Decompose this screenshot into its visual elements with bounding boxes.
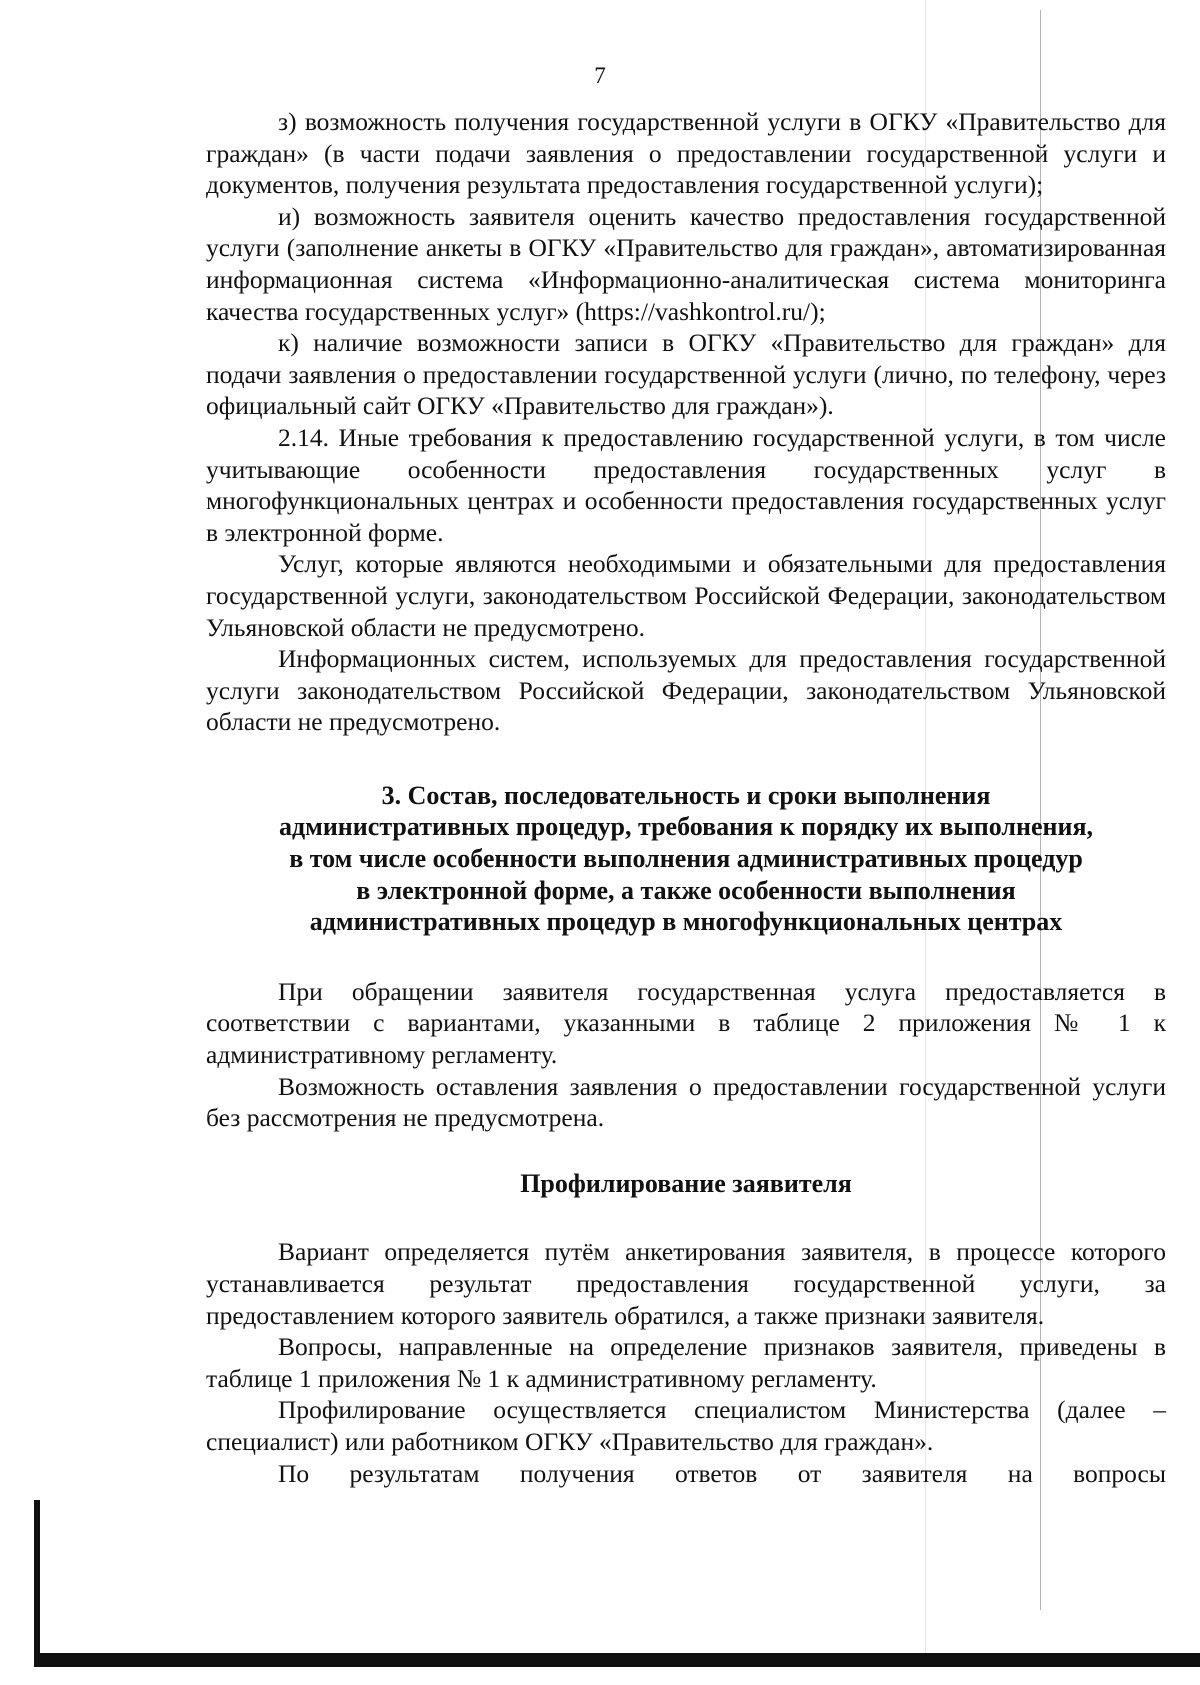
paragraph-variants: При обращении заявителя государственная услуга предоставляется в соответствии с вариантами, указанными в таблице 2 приложения № 1 к административному регламенту. — [206, 976, 1166, 1070]
section-heading-line: 3. Состав, последовательность и сроки выполнения — [381, 780, 991, 810]
paragraph-questions: Вопросы, направленные на определение признаков заявителя, приведены в таблице 1 приложения № 1 к административному регламенту. — [206, 1332, 1166, 1393]
section-heading-line: в электронной форме, а также особенности выполнения — [356, 875, 1016, 905]
page-number: 7 — [594, 63, 606, 88]
section-heading-line: административных процедур, требования к порядку их выполнения, — [278, 812, 1094, 842]
section-heading-line: административных процедур в многофункциональных центрах — [309, 907, 1063, 937]
paragraph-no-rejection: Возможность оставления заявления о предоставлении государственной услуги без рассмотрения не предусмотрена. — [206, 1071, 1166, 1133]
section-heading-line: в том числе особенности выполнения административных процедур — [289, 844, 1083, 874]
paragraph-item-k: к) наличие возможности записи в ОГКУ «Правительство для граждан» для подачи заявления о предоставлении государственной услуги (лично, по телефону, через официальный сайт ОГКУ «Правительство для граждан»). — [206, 328, 1166, 421]
paragraph-item-i: и) возможность заявителя оценить качество предоставления государственной услуги (заполнение анкеты в ОГКУ «Правительство для граждан», автоматизированная информационная система «Информационно-аналитическая система мониторинга качества государственных услуг» (https://vashkontrol.ru/); — [206, 201, 1166, 326]
paragraph-required-services: Услуг, которые являются необходимыми и обязательными для предоставления государственной услуги, законодательством Российской Федерации, законодательством Ульяновской области не предусмотрено. — [206, 549, 1166, 642]
scan-border-left — [34, 1500, 40, 1667]
paragraph-information-systems: Информационных систем, используемых для предоставления государственной услуги законодательством Российской Федерации, законодательством Ульяновской области не предусмотрено. — [206, 644, 1166, 737]
paragraph-variant-defined: Вариант определяется путём анкетирования заявителя, в процессе которого устанавливается результат предоставления государственной услуги, за предоставлением которого заявитель обратился, а также признаки заявителя. — [206, 1237, 1166, 1330]
paragraph-item-z: з) возможность получения государственной услуги в ОГКУ «Правительство для граждан» (в части подачи заявления о предоставлении государственной услуги и документов, получения результата предоставления государственной услуги); — [206, 107, 1166, 200]
subheading-profiling: Профилирование заявителя — [520, 1168, 852, 1198]
document-body — [206, 106, 1166, 1489]
paragraph-profiling-done-by: Профилирование осуществляется специалистом Министерства (далее – специалист) или работником ОГКУ «Правительство для граждан». — [206, 1395, 1166, 1456]
paragraph-2-14: 2.14. Иные требования к предоставлению государственной услуги, в том числе учитывающие особенности предоставления государственных услуг в многофункциональных центрах и особенности предоставления государственных услуг в электронной форме. — [206, 422, 1166, 547]
paragraph-results: По результатам получения ответов от заявителя на вопросы — [278, 1458, 1166, 1488]
section-heading — [206, 780, 1166, 938]
scan-border-bottom — [34, 1653, 1200, 1667]
